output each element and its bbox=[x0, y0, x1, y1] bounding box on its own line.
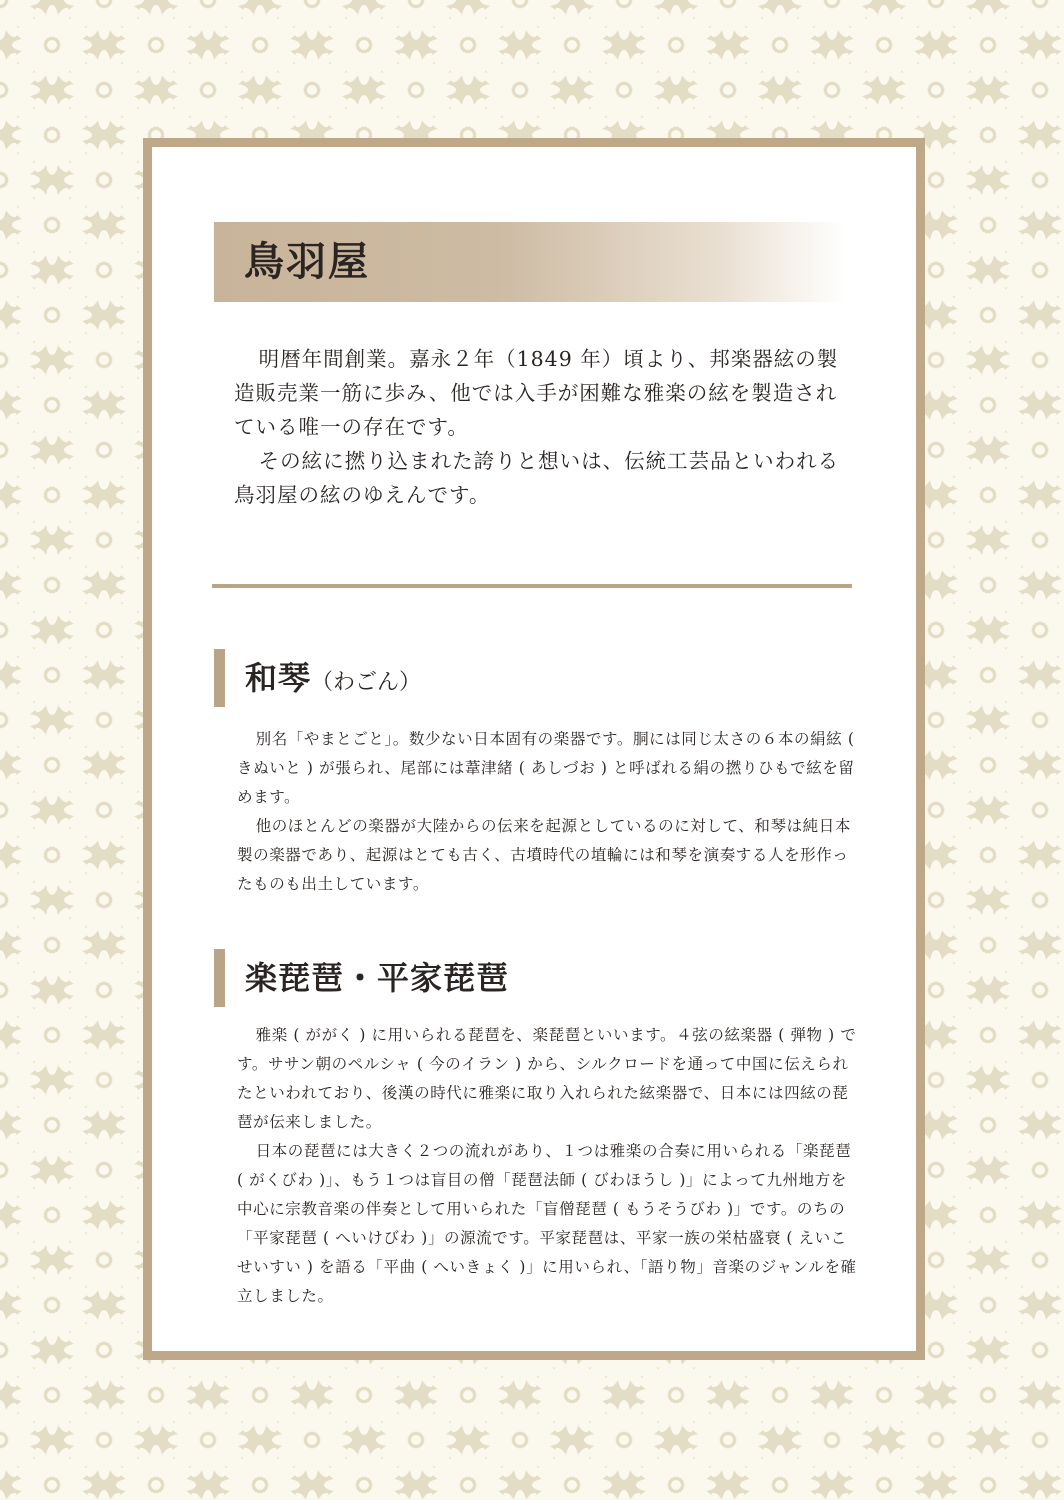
section-body-wagon bbox=[237, 725, 862, 899]
body-paragraph: 別名「やまとごと」。数少ない日本固有の楽器です。胴には同じ太さの６本の絹絃 ( きぬいと ) が張られ、尾部には葦津緒 ( あしづお ) と呼ばれる絹の撚りひもで絃を留めます。 bbox=[237, 730, 855, 806]
section-heading-reading: （わごん） bbox=[311, 670, 422, 695]
body-paragraph: 他のほとんどの楽器が大陸からの伝来を起源としているのに対して、和琴は純日本製の楽器であり、起源はとても古く、古墳時代の埴輪には和琴を演奏する人を形作ったものも出土しています。 bbox=[237, 817, 851, 893]
section-divider bbox=[212, 584, 852, 588]
title-band bbox=[214, 222, 846, 302]
section-heading-wagon bbox=[214, 649, 421, 707]
intro-paragraph: 明暦年間創業。嘉永２年（1849 年）頃より、邦楽器絃の製造販売業一筋に歩み、他では入手が困難な雅楽の絃を製造されている唯一の存在です。 bbox=[234, 347, 839, 439]
body-paragraph: 雅楽 ( ががく ) に用いられる琵琶を、楽琵琶といいます。４弦の絃楽器 ( 弾物 ) です。ササン朝のペルシャ ( 今のイラン ) から、シルクロードを通って中国に伝えられたといわれており、後漢の時代に雅楽に取り入れられた絃楽器で、日本には四絃の琵琶が伝来しました。 bbox=[237, 1026, 857, 1131]
section-body-biwa bbox=[237, 1021, 862, 1311]
content-frame bbox=[143, 138, 925, 1360]
body-paragraph: 日本の琵琶には大きく２つの流れがあり、１つは雅楽の合奏に用いられる「楽琵琶 ( がくびわ )」、もう１つは盲目の僧「琵琶法師 ( びわほうし )」によって九州地方を中心に宗教音楽の伴奏として用いられた「盲僧琵琶 ( もうそうびわ )」です。のちの「平家琵琶 ( へいけびわ )」の源流です。平家琵琶は、平家一族の栄枯盛衰 ( えいこせいすい ) を語る「平曲 ( へいきょく )」に用いられ、「語り物」音楽のジャンルを確立しました。 bbox=[237, 1142, 857, 1305]
page-title: 鳥羽屋 bbox=[244, 238, 370, 285]
section-heading-text: 和琴 bbox=[245, 659, 312, 697]
intro-paragraph: その絃に撚り込まれた誇りと想いは、伝統工芸品といわれる鳥羽屋の絃のゆえんです。 bbox=[234, 449, 840, 507]
section-heading-text: 楽琵琶・平家琵琶 bbox=[245, 959, 510, 997]
intro-text bbox=[234, 342, 854, 512]
section-heading-biwa bbox=[214, 949, 509, 1007]
